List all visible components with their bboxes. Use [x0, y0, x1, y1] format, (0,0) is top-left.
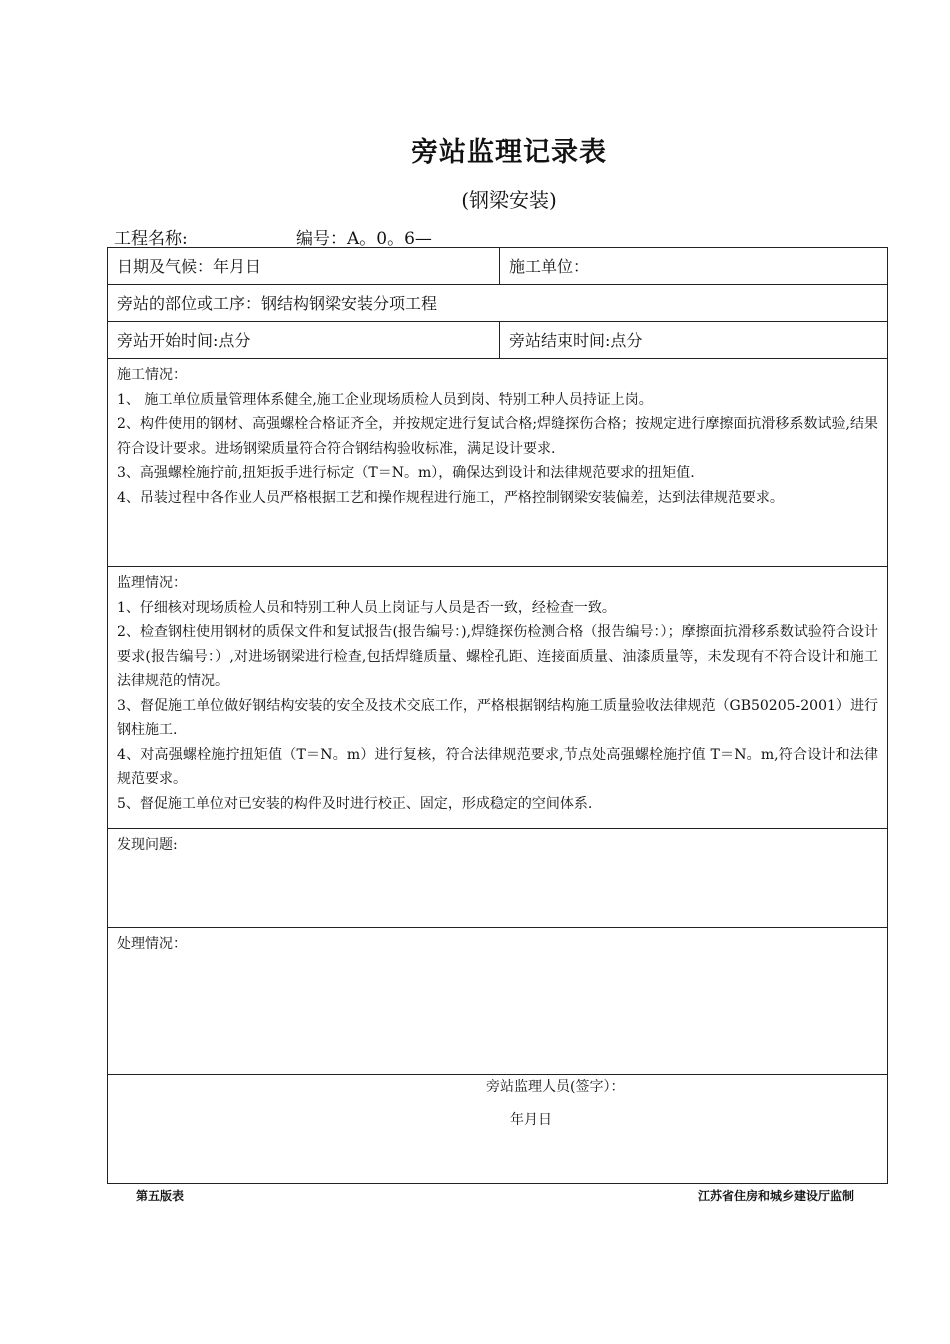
position-process-cell[interactable]	[108, 285, 888, 322]
supervision-item: 1、仔细核对现场质检人员和特别工种人员上岗证与人员是否一致，经检查一致。	[117, 599, 616, 616]
supervision-item: 3、督促施工单位做好钢结构安装的安全及技术交底工作，严格根据钢结构施工质量验收法律规范（GB50205-2001）进行钢柱施工.	[117, 697, 878, 738]
issues-row	[108, 829, 888, 928]
position-process-row	[108, 285, 888, 322]
serial-number-label: 编号：A。0。6—	[296, 229, 432, 249]
handling-row	[108, 928, 888, 1075]
construction-unit-text: 施工单位：	[509, 257, 590, 276]
time-row	[108, 322, 888, 359]
issuing-authority-label: 江苏省住房和城乡建设厅监制	[697, 1189, 854, 1203]
handling-cell[interactable]	[108, 928, 888, 1075]
construction-unit-cell[interactable]	[500, 248, 888, 285]
construction-heading: 施工情况：	[117, 367, 187, 383]
position-process-text: 旁站的部位或工序：钢结构钢梁安装分项工程	[117, 294, 438, 313]
supervision-row	[108, 567, 888, 829]
record-form-table	[107, 247, 888, 1184]
construction-item: 1、 施工单位质量管理体系健全,施工企业现场质检人员到岗、特别工种人员持证上岗。	[117, 391, 653, 408]
supervision-item: 2、检查钢柱使用钢材的质保文件和复试报告(报告编号：),焊缝探伤检测合格（报告编号：）；摩擦面抗滑移系数试验符合设计要求(报告编号：）,对进场钢梁进行检查,包括焊缝质量、螺栓孔距、连接面质量、油漆质量等，未发现有不符合设计和施工法律规范的情况。	[117, 624, 878, 689]
project-name-label: 工程名称:	[114, 229, 188, 249]
form-edition-label: 第五版表	[136, 1189, 185, 1203]
supervisor-signature-label: 旁站监理人员(签字）：	[486, 1079, 625, 1095]
end-time-text: 旁站结束时间:点分	[509, 331, 643, 350]
date-weather-text: 日期及气候：年月日	[117, 257, 262, 276]
date-weather-cell[interactable]	[108, 248, 500, 285]
construction-item: 3、高强螺栓施拧前,扭矩扳手进行标定（T＝N。m），确保达到设计和法律规范要求的扭矩值.	[117, 465, 695, 481]
start-time-text: 旁站开始时间:点分	[117, 331, 251, 350]
issues-label: 发现问题:	[117, 837, 178, 853]
project-line	[114, 224, 432, 249]
issues-cell[interactable]	[108, 829, 888, 928]
document-title: 旁站监理记录表	[411, 137, 607, 168]
construction-cell[interactable]	[108, 359, 888, 567]
supervision-item: 5、督促施工单位对已安装的构件及时进行校正、固定，形成稳定的空间体系.	[117, 795, 593, 812]
construction-block	[108, 359, 887, 510]
supervision-cell[interactable]	[108, 567, 888, 829]
construction-item: 4、吊装过程中各作业人员严格根据工艺和操作规程进行施工，严格控制钢梁安装偏差，达到法律规范要求。	[117, 489, 784, 506]
date-weather-row	[108, 248, 888, 285]
handling-label: 处理情况：	[117, 936, 187, 952]
document-subtitle: (钢梁安装)	[461, 188, 557, 212]
signature-date-label: 年月日	[510, 1112, 552, 1128]
start-time-cell[interactable]	[108, 322, 500, 359]
construction-item: 2、构件使用的钢材、高强螺栓合格证齐全，并按规定进行复试合格;焊缝探伤合格；按规定进行摩擦面抗滑移系数试验,结果符合设计要求。进场钢梁质量符合符合钢结构验收标准，满足设计要求.	[117, 416, 878, 457]
end-time-cell[interactable]	[500, 322, 888, 359]
supervision-heading: 监理情况：	[117, 575, 187, 591]
supervision-item: 4、对高强螺栓施拧扭矩值（T＝N。m）进行复核，符合法律规范要求,节点处高强螺栓施拧值 T＝N。m,符合设计和法律规范要求。	[117, 746, 878, 787]
construction-row	[108, 359, 888, 567]
supervision-block	[108, 567, 887, 816]
